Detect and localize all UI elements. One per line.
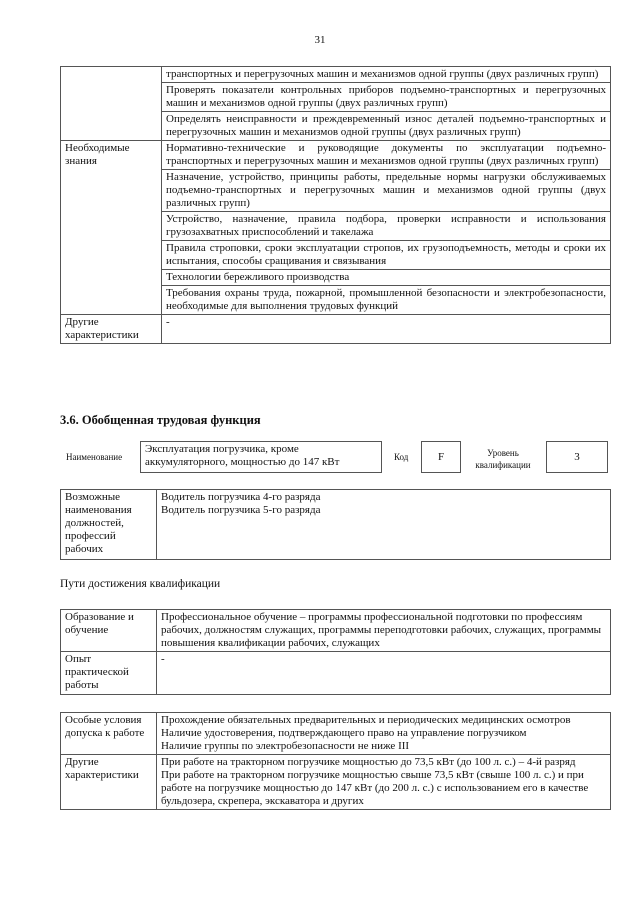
paths-title: Пути достижения квалификации [60,578,221,590]
list-item: Водитель погрузчика 4-го разряда [161,491,321,503]
list-item: Наличие группы по электробезопасности не ниже III [161,740,410,752]
table-row-label: Опыт практической работы [61,652,157,695]
list-item: При работе на тракторном погрузчике мощностью свыше 73,5 кВт (свыше 100 л. с.) и при работе на погрузчике мощностью до 147 кВт (до 200 л. с.) с использованием его в качестве бульдозера, скрепера, экскаватора и других [161,769,589,807]
education-table [60,609,611,695]
table-cell: - [157,652,611,695]
table-cell: Определять неисправности и преждевременный износ деталей подъемно-транспортных и перегрузочных машин и механизмов одной группы (двух различных групп) [162,112,611,141]
positions-label: Возможные наименования должностей, профессий рабочих [61,490,157,560]
level-label: Уровень квалификации [475,448,531,470]
code-label: Код [394,452,409,462]
table-row-label: Другие характеристики [61,315,162,344]
positions-table [60,489,611,560]
name-value: Эксплуатация погрузчика, кроме аккумуляторного, мощностью до 147 кВт [140,441,382,473]
table-cell: транспортных и перегрузочных машин и механизмов одной группы (двух различных групп) [162,67,611,83]
table-row-label [61,67,162,141]
code-value: F [421,441,461,473]
table-cell: Требования охраны труда, пожарной, промышленной безопасности и электробезопасности, необходимые для выполнения трудовых функций [162,286,611,315]
table-row-label: Особые условия допуска к работе [61,713,157,755]
list-item: Водитель погрузчика 5-го разряда [161,504,321,516]
table-cell: Профессиональное обучение – программы профессиональной подготовки по профессиям рабочих, должностям служащих, программы переподготовки рабочих, служащих, программы повышения квалификации рабочих, служащих [157,610,611,652]
list-item: Наличие удостоверения, подтверждающего право на управление погрузчиком [161,727,527,739]
table-row-label: Образование и обучение [61,610,157,652]
table-row-label: Другие характеристики [61,755,157,810]
table-cell: Нормативно-технические и руководящие документы по эксплуатации подъемно-транспортных и перегрузочных машин и механизмов одной группы (двух различных групп) [162,141,611,170]
knowledge-table [60,66,611,344]
list-item: Прохождение обязательных предварительных и периодических медицинских осмотров [161,714,571,726]
level-value: 3 [546,441,608,473]
name-label: Наименование [66,452,123,462]
table-cell: Проверять показатели контрольных приборов подъемно-транспортных и перегрузочных машин и механизмов одной группы (двух различных групп) [162,83,611,112]
table-cell: Устройство, назначение, правила подбора, проверки исправности и использования грузозахватных приспособлений и такелажа [162,212,611,241]
conditions-table [60,712,611,810]
table-cell: Назначение, устройство, принципы работы, предельные нормы нагрузки обслуживаемых подъемно-транспортных и перегрузочных машин и механизмов одной группы (двух различных групп) [162,170,611,212]
section-heading: 3.6. Обобщенная трудовая функция [60,413,261,427]
table-cell: Правила строповки, сроки эксплуатации стропов, их грузоподъемность, методы и сроки их испытания, способы сращивания и связывания [162,241,611,270]
page-number: 31 [314,34,326,46]
list-item: При работе на тракторном погрузчике мощностью до 73,5 кВт (до 100 л. с.) – 4-й разряд [161,756,576,768]
table-cell: - [162,315,611,344]
table-row-label: Необходимые знания [61,141,162,315]
table-cell: Технологии бережливого производства [162,270,611,286]
